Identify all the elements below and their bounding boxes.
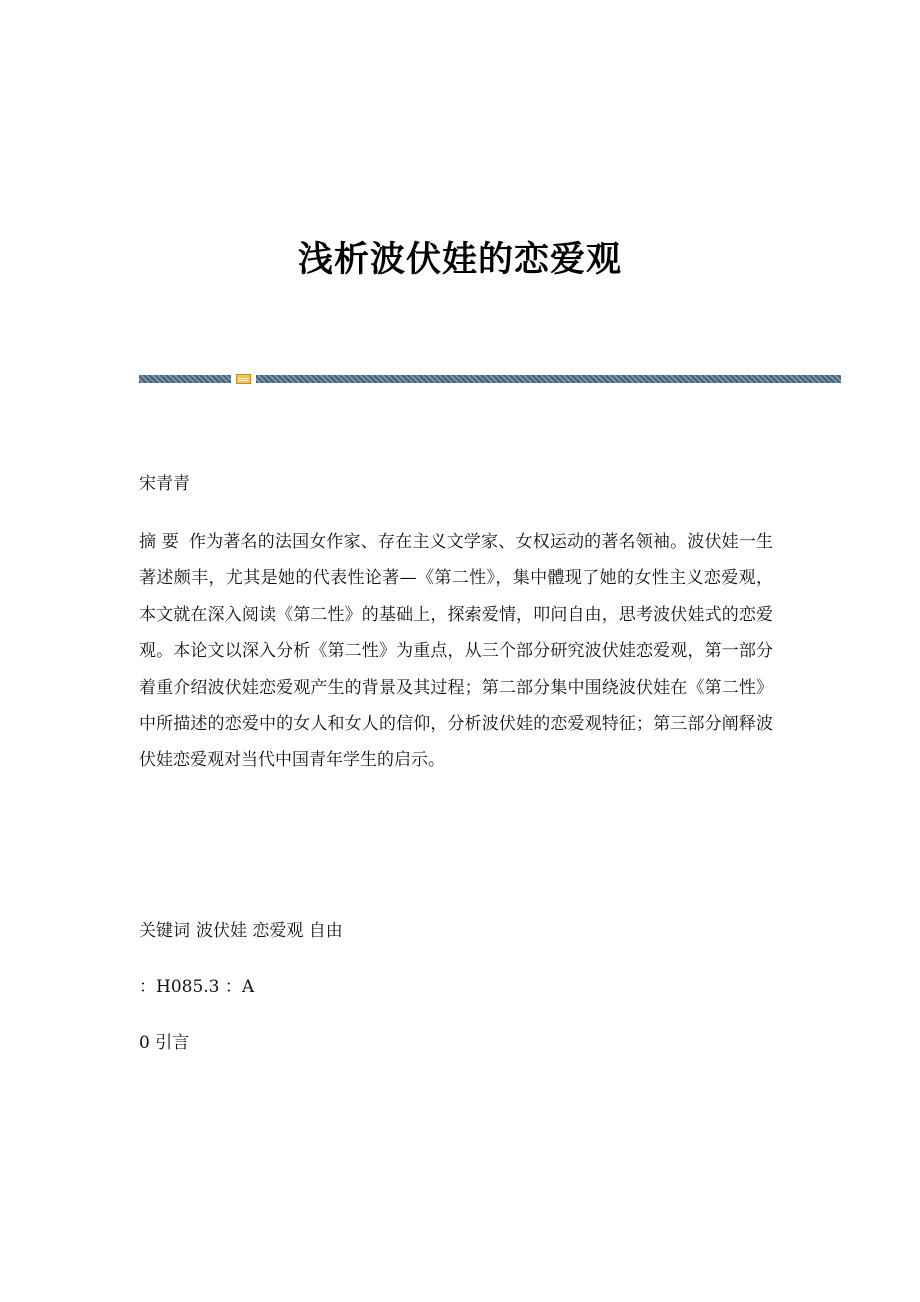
page-title: 浅析波伏娃的恋爱观 xyxy=(297,240,622,281)
keywords-label: 关键词 xyxy=(139,921,190,941)
divider-bar-right xyxy=(256,375,841,383)
keywords-line xyxy=(139,918,773,944)
title-divider xyxy=(139,374,841,384)
abstract-label: 摘 要 xyxy=(139,532,179,552)
author-name: 宋青青 xyxy=(139,474,190,494)
keywords-text: 波伏娃 恋爱观 自由 xyxy=(196,921,343,941)
section-heading-intro: 0 引言 xyxy=(139,1033,190,1053)
divider-bar-left xyxy=(139,375,231,383)
classification-line: ：H085.3 ：A xyxy=(139,977,255,997)
abstract-paragraph xyxy=(139,524,773,779)
abstract-text: 作为著名的法国女作家、存在主义文学家、女权运动的著名领袖。波伏娃一生著述颇丰，尤其是她的代表性论著—《第二性》，集中體现了她的女性主义恋爱观，本文就在深入阅读《第二性》的基础上，探索爱情，叩问自由，思考波伏娃式的恋爱观。本论文以深入分析《第二性》为重点，从三个部分研究波伏娃恋爱观，第一部分着重介绍波伏娃恋爱观产生的背景及其过程；第二部分集中围绕波伏娃在《第二性》中所描述的恋爱中的女人和女人的信仰，分析波伏娃的恋爱观特征；第三部分阐释波伏娃恋爱观对当代中国青年学生的启示。 xyxy=(139,532,774,771)
divider-ornament-icon xyxy=(236,374,251,384)
